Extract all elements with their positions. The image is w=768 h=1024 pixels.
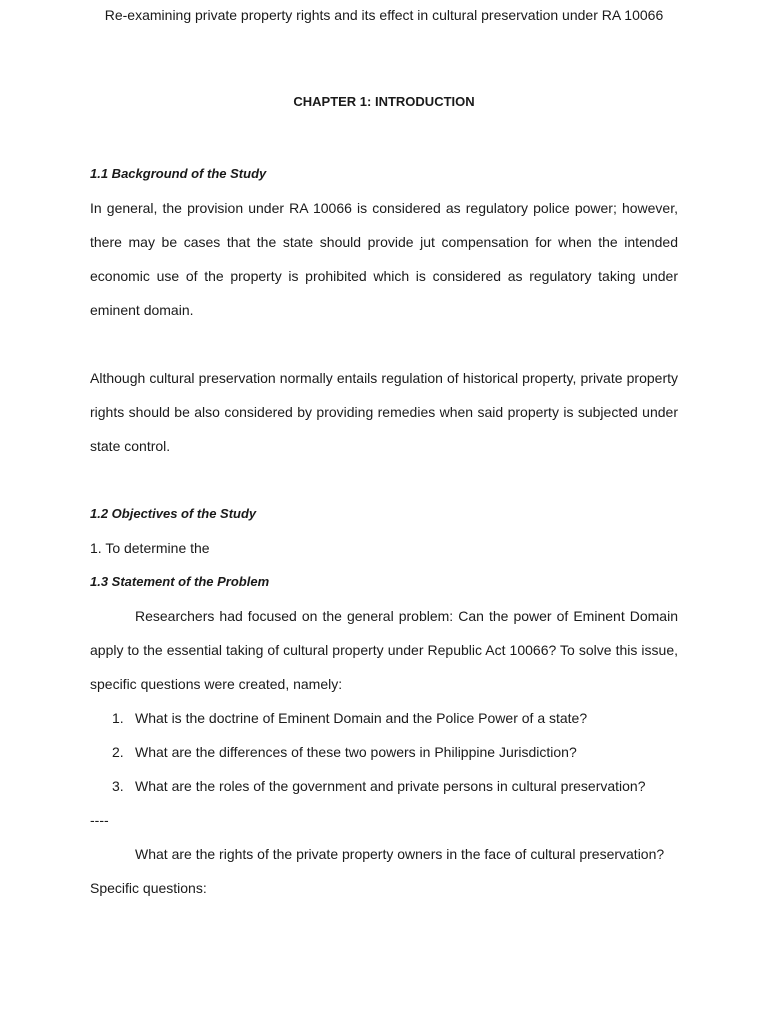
problem-paragraph: Researchers had focused on the general problem: Can the power of Eminent Domain apply to the essential taking of cultural property under Republic Act 10066? To solve this issue, specific questions were created, namely:	[90, 608, 678, 692]
specific-questions-list	[90, 701, 678, 803]
separator-text: ----	[90, 812, 109, 828]
list-item-number: 1.	[112, 710, 124, 726]
list-item	[90, 769, 678, 803]
paragraph-gap	[90, 327, 678, 361]
list-item-text: What are the roles of the government and private persons in cultural preservation?	[135, 778, 646, 794]
list-item-number: 3.	[112, 778, 124, 794]
list-item-text: What are the differences of these two powers in Philippine Jurisdiction?	[135, 744, 577, 760]
background-paragraph-1: In general, the provision under RA 10066 is considered as regulatory police power; however, there may be cases that the state should provide jut compensation for when the intended economic use of the property is prohibited which is considered as regulatory taking under eminent domain.	[90, 200, 678, 318]
background-paragraph-2: Although cultural preservation normally entails regulation of historical property, private property rights should be also considered by providing remedies when said property is subjected under state control.	[90, 370, 678, 454]
document-body	[90, 157, 678, 905]
section-heading-background: 1.1 Background of the Study	[90, 166, 267, 181]
list-item	[90, 701, 678, 735]
running-header: Re-examining private property rights and its effect in cultural preservation under RA 10066	[104, 7, 664, 23]
objective-item-1: 1. To determine the	[90, 540, 210, 556]
paragraph-gap	[90, 463, 678, 497]
list-item-number: 2.	[112, 744, 124, 760]
chapter-title: CHAPTER 1: INTRODUCTION	[293, 94, 475, 109]
section-heading-problem: 1.3 Statement of the Problem	[90, 574, 270, 589]
specific-questions-label: Specific questions:	[90, 880, 207, 896]
list-item	[90, 735, 678, 769]
followup-question: What are the rights of the private property owners in the face of cultural preservation?	[135, 846, 665, 862]
section-heading-objectives: 1.2 Objectives of the Study	[90, 506, 257, 521]
list-item-text: What is the doctrine of Eminent Domain and the Police Power of a state?	[135, 710, 588, 726]
